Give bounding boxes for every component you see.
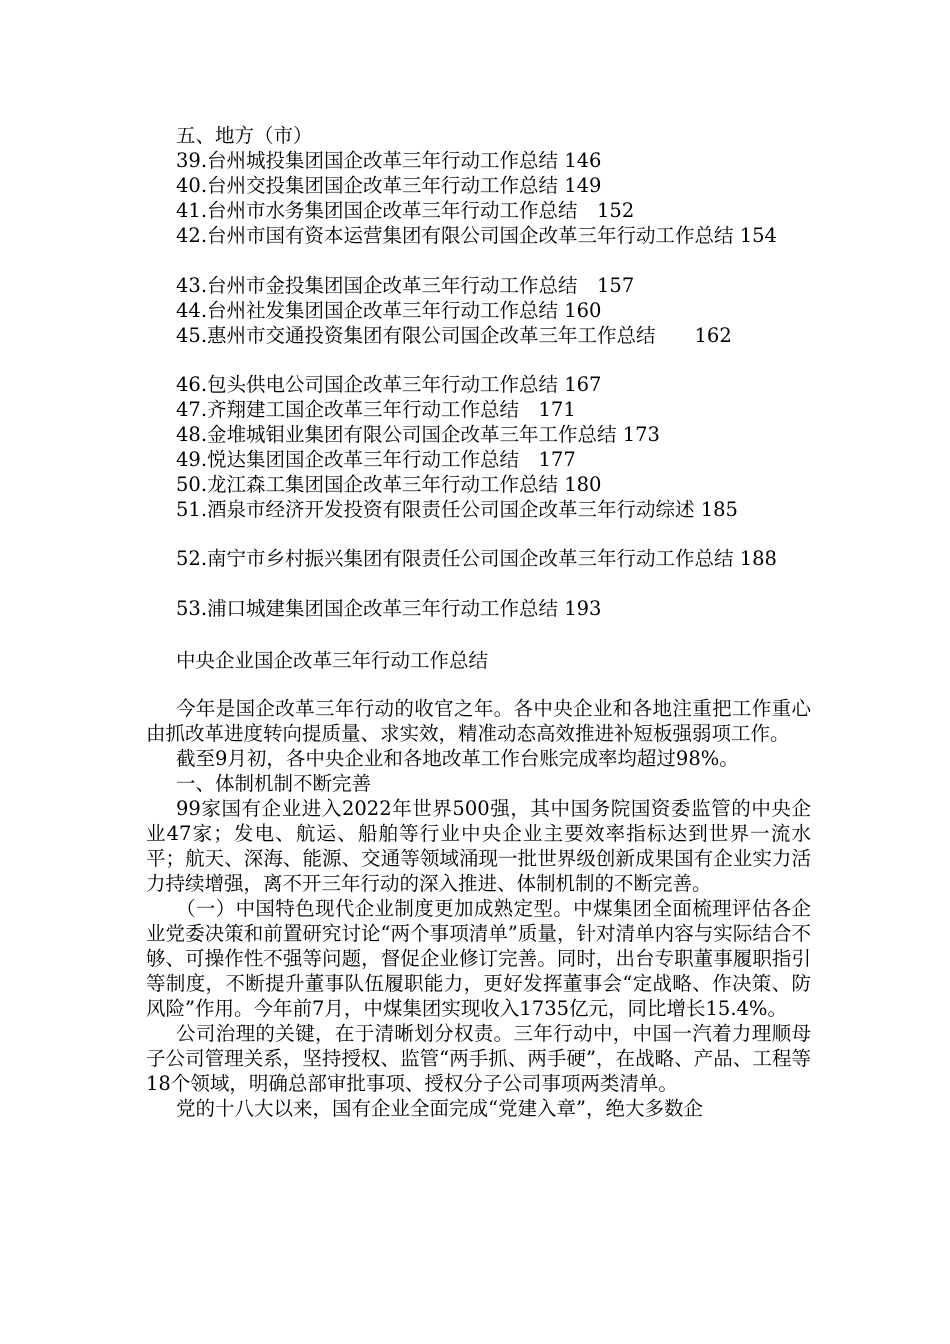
paragraph: 截至9月初，各中央企业和各地改革工作台账完成率均超过98%。 [176,747,739,770]
toc-item: 53.浦口城建集团国企改革三年行动工作总结 193 [176,597,602,620]
toc-item: 39.台州城投集团国企改革三年行动工作总结 146 [176,149,602,172]
paragraph: 今年是国企改革三年行动的收官之年。各中央企业和各地注重把工作重心由抓改革进度转向提质量、求实效，精准动态高效推进补短板强弱项工作。 [146,697,811,745]
article-body [146,696,811,1121]
toc-item: 43.台州市金投集团国企改革三年行动工作总结 157 [176,274,635,297]
toc-item: 50.龙江森工集团国企改革三年行动工作总结 180 [176,473,602,496]
paragraph: 党的十八大以来，国有企业全面完成“党建入章”，绝大多数企 [176,1097,703,1120]
toc-item: 41.台州市水务集团国企改革三年行动工作总结 152 [176,199,635,222]
toc-item: 51.酒泉市经济开发投资有限责任公司国企改革三年行动综述 185 [176,498,738,521]
toc-item: 46.包头供电公司国企改革三年行动工作总结 167 [176,373,602,396]
paragraph: （一）中国特色现代企业制度更加成熟定型。中煤集团全面梳理评估各企业党委决策和前置研究讨论“两个事项清单”质量，针对清单内容与实际结合不够、可操作性不强等问题，督促企业修订完善。同时，出台专职董事履职指引等制度，不断提升董事队伍履职能力，更好发挥董事会“定战略、作决策、防风险”作用。今年前7月，中煤集团实现收入1735亿元，同比增长15.4%。 [146,897,811,1020]
toc-item: 44.台州社发集团国企改革三年行动工作总结 160 [176,299,602,322]
toc-item: 49.悦达集团国企改革三年行动工作总结 177 [176,448,576,471]
toc-item: 48.金堆城钼业集团有限公司国企改革三年工作总结 173 [176,423,660,446]
section-heading: 一、体制机制不断完善 [176,772,372,795]
toc-item: 40.台州交投集团国企改革三年行动工作总结 149 [176,174,602,197]
toc-item: 42.台州市国有资本运营集团有限公司国企改革三年行动工作总结 154 [176,224,777,247]
toc-item: 45.惠州市交通投资集团有限公司国企改革三年工作总结 162 [176,324,732,347]
article-title: 中央企业国企改革三年行动工作总结 [176,649,489,672]
paragraph: 99家国有企业进入2022年世界500强，其中国务院国资委监管的中央企业47家；发电、航运、船舶等行业中央企业主要效率指标达到世界一流水平；航天、深海、能源、交通等领域涌现一批世界级创新成果国有企业实力活力持续增强，离不开三年行动的深入推进、体制机制的不断完善。 [146,797,811,895]
toc-item: 52.南宁市乡村振兴集团有限责任公司国企改革三年行动工作总结 188 [176,547,777,570]
toc-section-heading: 五、地方（市） [176,124,313,147]
paragraph: 公司治理的关键，在于清晰划分权责。三年行动中，中国一汽着力理顺母子公司管理关系，坚持授权、监管“两手抓、两手硬”，在战略、产品、工程等18个领域，明确总部审批事项、授权分子公司事项两类清单。 [146,1022,811,1095]
toc-item: 47.齐翔建工国企改革三年行动工作总结 171 [176,398,576,421]
